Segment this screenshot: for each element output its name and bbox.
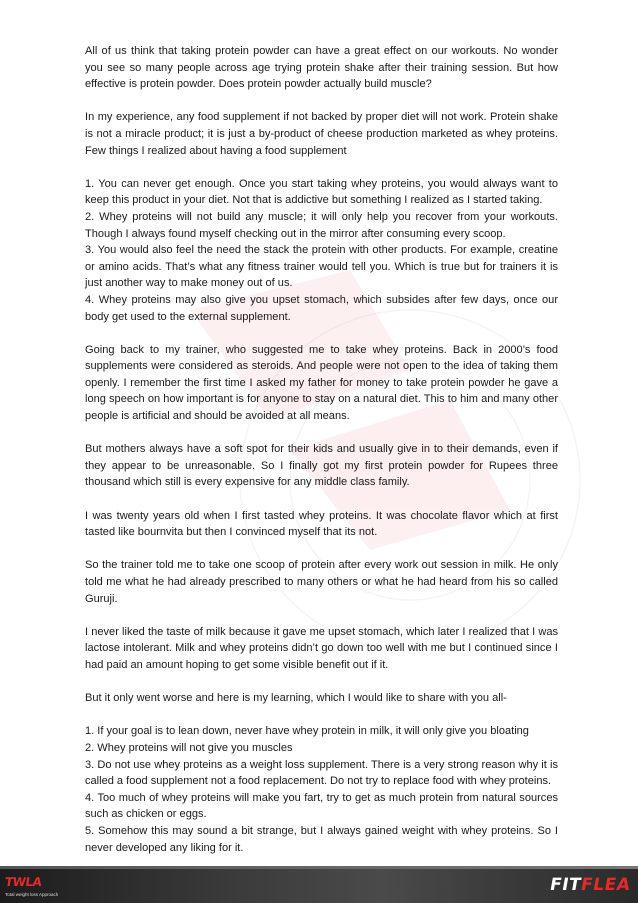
list-item: 4. Too much of whey proteins will make you fart, try to get as much protein from natural sources such as chicken or eggs. (85, 791, 558, 821)
first-taste-paragraph: I was twenty years old when I first tasted whey proteins. It was chocolate flavor which at first tasted like bournvita but then I convinced myself that its not. (85, 509, 558, 539)
lactose-paragraph: I never liked the taste of milk because it gave me upset stomach, which later I realized that I was lactose intolerant. Milk and whey proteins didn’t go down too well with me but I continued since I had paid an amount hoping to get some visible benefit out if it. (85, 625, 558, 671)
mothers-paragraph: But mothers always have a soft spot for their kids and usually give in to their demands, even if they appear to be unreasonable. So I finally got my first protein powder for Rupees three thousand which still is every expensive for any middle class family. (85, 443, 558, 489)
list-item: 4. Whey proteins may also give you upset stomach, which subsides after few days, once our body get used to the external supplement. (85, 293, 558, 323)
experience-paragraph: In my experience, any food supplement if not backed by proper diet will not work. Protein shake is not a miracle product; it is just a by-product of cheese production marketed as whey proteins. Few things I realized about having a food supplement (85, 111, 558, 157)
list-item: 1. If your goal is to lean down, never have whey protein in milk, it will only give you bloating (85, 725, 529, 738)
fitflea-logo (548, 875, 632, 895)
list-item: 1. You can never get enough. Once you start taking whey proteins, you would always want to keep this product in your diet. Not that is addictive but something I realized as I started taking. (85, 177, 558, 207)
learning-paragraph: But it only went worse and here is my learning, which I would like to share with you all- (85, 692, 507, 705)
fitflea-logo-flea: FLEA (579, 875, 632, 895)
page-footer (0, 866, 638, 903)
list-item: 5. Somehow this may sound a bit strange, but I always gained weight with whey proteins. So I never developed any liking for it. (85, 824, 558, 854)
realizations-list (85, 176, 558, 325)
trainer-paragraph: Going back to my trainer, who suggested me to take whey proteins. Back in 2000’s food supplements were considered as steroids. And people were not open to the idea of taking them openly. I remember the first time I asked my father for money to take protein powder he gave a long speech on how important is for anyone to stay on a natural diet. This to him and many other people is artificial and should be avoided at all means. (85, 343, 558, 423)
twla-logo (5, 873, 95, 899)
twla-tagline: Total weight loss Approach (5, 892, 59, 897)
list-item: 3. You would also feel the need the stack the protein with other products. For example, creatine or amino acids. That’s what any fitness trainer would tell you. Which is true but for trainers it is just another way to make money out of us. (85, 244, 558, 290)
twla-logo-mark: TWLA (4, 875, 43, 889)
article-body (85, 43, 558, 856)
fitflea-logo-fit: FIT (547, 875, 583, 895)
list-item: 2. Whey proteins will not give you muscles (85, 741, 293, 754)
intro-paragraph: All of us think that taking protein powder can have a great effect on our workouts. No wonder you see so many people across age trying protein shake after their training session. But how effective is protein powder. Does protein powder actually build muscle? (85, 45, 558, 91)
list-item: 3. Do not use whey proteins as a weight loss supplement. There is a very strong reason why it is called a food supplement not a food replacement. Do not try to replace food with whey proteins. (85, 758, 558, 788)
footer-divider (0, 866, 638, 869)
scoop-paragraph: So the trainer told me to take one scoop of protein after every work out session in milk. He only told me what he had already prescribed to many others or what he had heard from his so called Guruji. (85, 559, 558, 605)
list-item: 2. Whey proteins will not build any muscle; it will only help you recover from your workouts. Though I always found myself checking out in the mirror after consuming every scoop. (85, 210, 558, 240)
learnings-list (85, 723, 558, 856)
